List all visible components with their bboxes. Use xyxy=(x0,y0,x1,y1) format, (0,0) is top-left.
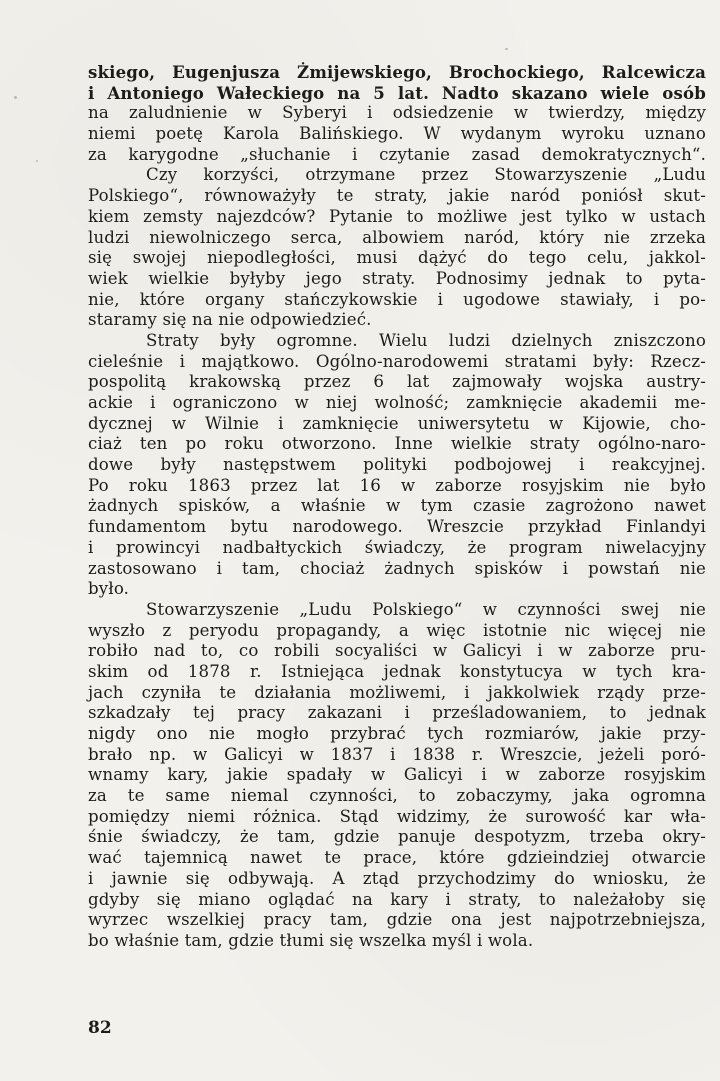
text-line: kiem zemsty najezdców? Pytanie to możliwe jest tylko w ustach xyxy=(88,206,706,226)
text-line: nigdy ono nie mogło przybrać tych rozmiarów, jakie przy- xyxy=(88,724,706,743)
text-line: gdyby się miano oglądać na kary i straty, to należałoby się xyxy=(88,889,706,909)
text-line: się swojej niepodległości, musi dążyć do tego celu, jakkol- xyxy=(88,248,706,268)
text-line: nie, które organy stańczykowskie i ugodowe stawiały, i po- xyxy=(88,289,706,309)
text-line: ludzi niewolniczego serca, albowiem naród, który nie zrzeka xyxy=(88,227,706,247)
text-line: wyszło z peryodu propagandy, a więc istotnie nic więcej nie xyxy=(88,620,706,640)
paragraph-start-line: Czy korzyści, otrzymane przez Stowarzyszenie „Ludu xyxy=(146,165,706,185)
text-line: za karygodne „słuchanie i czytanie zasad demokratycznych“. xyxy=(88,144,706,164)
text-line: fundamentom bytu narodowego. Wreszcie przykład Finlandyi xyxy=(88,517,706,537)
paragraph-start-line: Straty były ogromne. Wielu ludzi dzielnych zniszczono xyxy=(146,330,706,350)
paragraph-start-line: Stowarzyszenie „Ludu Polskiego“ w czynności swej nie xyxy=(146,599,706,619)
page-number: 82 xyxy=(88,1018,112,1038)
paragraph-end-line: było. xyxy=(88,579,130,599)
text-line: Polskiego“, równoważyły te straty, jakie naród poniósł skut- xyxy=(88,186,706,206)
text-line: i Antoniego Wałeckiego na 5 lat. Nadto skazano wiele osób xyxy=(88,82,706,103)
text-line: śnie świadczy, że tam, gdzie panuje despotyzm, trzeba okry- xyxy=(88,827,706,847)
text-line: dowe były następstwem polityki podbojowej i reakcyjnej. xyxy=(88,455,706,475)
text-line: szkadzały tej pracy zakazani i prześladowaniem, to jednak xyxy=(88,703,706,723)
text-line: brało np. w Galicyi w 1837 i 1838 r. Wreszcie, jeżeli poró- xyxy=(88,744,706,764)
text-line: niemi poetę Karola Balińskiego. W wydanym wyroku uznano xyxy=(88,124,706,144)
text-line: dycznej w Wilnie i zamknięcie uniwersytetu w Kijowie, cho- xyxy=(88,413,706,433)
text-line: skiego, Eugenjusza Żmijewskiego, Brochockiego, Ralcewicza xyxy=(88,62,706,82)
text-line: zastosowano i tam, chociaż żadnych spisków i powstań nie xyxy=(88,558,706,578)
text-line: i jawnie się odbywają. A ztąd przychodzimy do wniosku, że xyxy=(88,868,706,888)
ink-speck xyxy=(14,96,17,99)
text-line: pospolitą krakowską przez 6 lat zajmowały wojska austry- xyxy=(88,372,706,392)
text-line: wać tajemnicą nawet te prace, które gdzieindziej otwarcie xyxy=(88,848,706,868)
text-line: ciaż ten po roku otworzono. Inne wielkie straty ogólno-naro- xyxy=(88,434,706,454)
text-line: wyrzec wszelkiej pracy tam, gdzie ona jest najpotrzebniejsza, xyxy=(88,910,706,930)
text-line: robiło nad to, co robili socyaliści w Galicyi i w zaborze pru- xyxy=(88,641,706,661)
body-text xyxy=(88,62,706,952)
paragraph-end-line: bo właśnie tam, gdzie tłumi się wszelka myśl i wola. xyxy=(88,930,534,950)
text-line: pomiędzy niemi różnica. Stąd widzimy, że surowość kar wła- xyxy=(88,806,706,826)
text-line: skim od 1878 r. Istniejąca jednak konstytucya w tych kra- xyxy=(88,661,706,681)
paragraph-end-line: staramy się na nie odpowiedzieć. xyxy=(88,310,372,330)
text-line: wnamy kary, jakie spadały w Galicyi i w zaborze rosyjskim xyxy=(88,765,706,785)
text-line: Po roku 1863 przez lat 16 w zaborze rosyjskim nie było xyxy=(88,475,706,495)
text-line: ackie i ograniczono w niej wolność; zamknięcie akademii me- xyxy=(88,393,706,412)
ink-speck xyxy=(505,48,508,50)
text-line: cieleśnie i majątkowo. Ogólno-narodowemi stratami były: Rzecz- xyxy=(88,351,706,371)
text-line: na zaludnienie w Syberyi i odsiedzenie w twierdzy, między xyxy=(88,103,706,123)
text-line: jach czyniła te działania możliwemi, i jakkolwiek rządy prze- xyxy=(88,682,706,702)
text-line: wiek wielkie byłyby jego straty. Podnosimy jednak to pyta- xyxy=(88,268,706,288)
text-line: i prowincyi nadbałtyckich świadczy, że program niwelacyjny xyxy=(88,537,706,557)
ink-speck xyxy=(36,160,38,162)
text-line: za te same niemal czynności, to zobaczymy, jaka ogromna xyxy=(88,786,706,806)
text-line: żadnych spisków, a właśnie w tym czasie zagrożono nawet xyxy=(88,496,706,516)
